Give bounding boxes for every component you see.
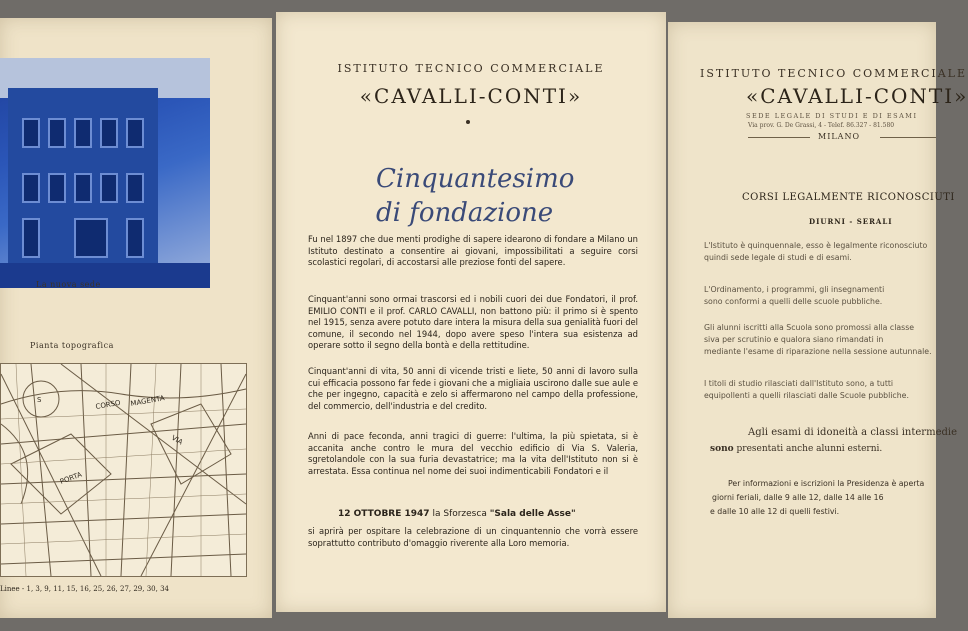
info-line: Gli alunni iscritti alla Scuola sono promossi alla classe xyxy=(704,323,915,332)
institute-name: «CAVALLI-CONTI» xyxy=(359,84,583,108)
right-institute-name: «CAVALLI-CONTI» xyxy=(746,84,968,108)
event-venue: la Sforzesca xyxy=(432,509,487,519)
map-label-porta: PORTA xyxy=(58,470,83,486)
legal-seat-line: SEDE LEGALE DI STUDI E DI ESAMI xyxy=(746,112,918,120)
photo-caption: La nuova sede xyxy=(36,280,101,289)
info-line: sono conformi a quelli delle scuole pubbliche. xyxy=(704,297,883,306)
rule-left xyxy=(748,137,810,138)
map-caption: Pianta topografica xyxy=(30,341,114,350)
city-label: MILANO xyxy=(818,132,860,141)
title-line-2: di fondazione xyxy=(376,198,554,228)
info-line: siva per scrutinio e qualora siano rimandati in xyxy=(704,335,884,344)
exam-bold-word: sono xyxy=(710,444,734,454)
event-date-line xyxy=(338,509,576,519)
courses-title: CORSI LEGALMENTE RICONOSCIUTI xyxy=(742,192,955,203)
map-label-s: S xyxy=(37,396,42,404)
info-line: quindi sede legale di studi e di esami. xyxy=(704,253,852,262)
exam-line-2-text: presentati anche alunni esterni. xyxy=(736,444,883,454)
ornament-dot xyxy=(466,120,470,124)
closing-paragraph: si aprirà per ospitare la celebrazione di un cinquantennio che vorrà essere soprattutto contributo d'omaggio riverente alla Loro memoria. xyxy=(308,526,638,548)
school-building-photo xyxy=(0,58,210,288)
brochure-middle-panel xyxy=(276,12,666,612)
right-institute-header: ISTITUTO TECNICO COMMERCIALE xyxy=(700,67,968,80)
map-label-corso: CORSO xyxy=(94,398,122,411)
brochure-right-panel xyxy=(668,22,968,618)
topographic-map xyxy=(0,363,247,577)
office-hours-line-1: Per informazioni e iscrizioni la Presidenza è aperta xyxy=(728,479,925,488)
rule-right xyxy=(880,137,936,138)
anniversary-title xyxy=(376,162,574,230)
map-label-via: VIA xyxy=(170,433,185,447)
info-line: L'Ordinamento, i programmi, gli insegnamenti xyxy=(704,285,885,294)
title-line-1: Cinquantesimo xyxy=(376,164,575,194)
paragraph-2: Cinquant'anni sono ormai trascorsi ed i nobili cuori dei due Fondatori, il prof. EMILIO CONTI e il prof. CARLO CAVALLI, non battono più: il primo si è spento nel 1915, senza avere potuto dare intera la misura della sua genialità fuori del comune, il secondo nel 1944, dopo avere speso l'intera sua esistenza ad operare sotto il segno della bontà e della rettitudine. xyxy=(308,294,638,351)
exam-line-1: Agli esami di idoneità a classi intermedie xyxy=(748,427,957,438)
paragraph-3: Cinquant'anni di vita, 50 anni di vicende tristi e liete, 50 anni di lavoro sulla cui efficacia possono far fede i giovani che a migliaia uscirono dalle sue aule e che per ingegno, capacità e zelo si affermarono nel campo della professione, del commercio, dell'industria e del credito. xyxy=(308,366,638,411)
exam-line-2 xyxy=(710,444,882,454)
institute-header: ISTITUTO TECNICO COMMERCIALE xyxy=(337,62,605,75)
office-hours-line-2: giorni feriali, dalle 9 alle 12, dalle 14 alle 16 xyxy=(712,493,884,502)
courses-sub: DIURNI - SERALI xyxy=(809,217,893,226)
address-line: Via prov. G. De Grassi, 4 - Telef. 86.327 - 81.580 xyxy=(748,122,895,129)
paragraph-4: Anni di pace feconda, anni tragici di guerre: l'ultima, la più spietata, si è accanita anche contro le mura del vecchio edificio di Via S. Valeria, sgretolandole con la sua furia devastatrice; ma la vita dell'Istituto non si è arrestata. Essa continua nel nome dei suoi indimenticabili Fondatori e il xyxy=(308,431,638,476)
event-hall: "Sala delle Asse" xyxy=(489,509,576,519)
event-date: 12 OTTOBRE 1947 xyxy=(338,509,430,519)
info-line: I titoli di studio rilasciati dall'Istituto sono, a tutti xyxy=(704,379,894,388)
info-line: mediante l'esame di riparazione nella sessione autunnale. xyxy=(704,347,932,356)
paragraph-1: Fu nel 1897 che due menti prodighe di sapere idearono di fondare a Milano un Istituto destinato a consentire ai giovani, impossibilitati a seguire corsi scolastici regolari, di accostarsi alle preziose fonti del sapere. xyxy=(308,234,638,268)
info-line: equipollenti a quelli rilasciati dalle Scuole pubbliche. xyxy=(704,391,909,400)
map-label-magenta: MAGENTA xyxy=(129,394,166,408)
brochure-left-panel xyxy=(0,18,272,618)
info-line: L'Istituto è quinquennale, esso è legalmente riconosciuto xyxy=(704,241,928,250)
office-hours xyxy=(710,477,925,519)
map-legend: Linee - 1, 3, 9, 11, 15, 16, 25, 26, 27, 29, 30, 34 xyxy=(0,585,169,593)
office-hours-line-3: e dalle 10 alle 12 di quelli festivi. xyxy=(710,507,840,516)
